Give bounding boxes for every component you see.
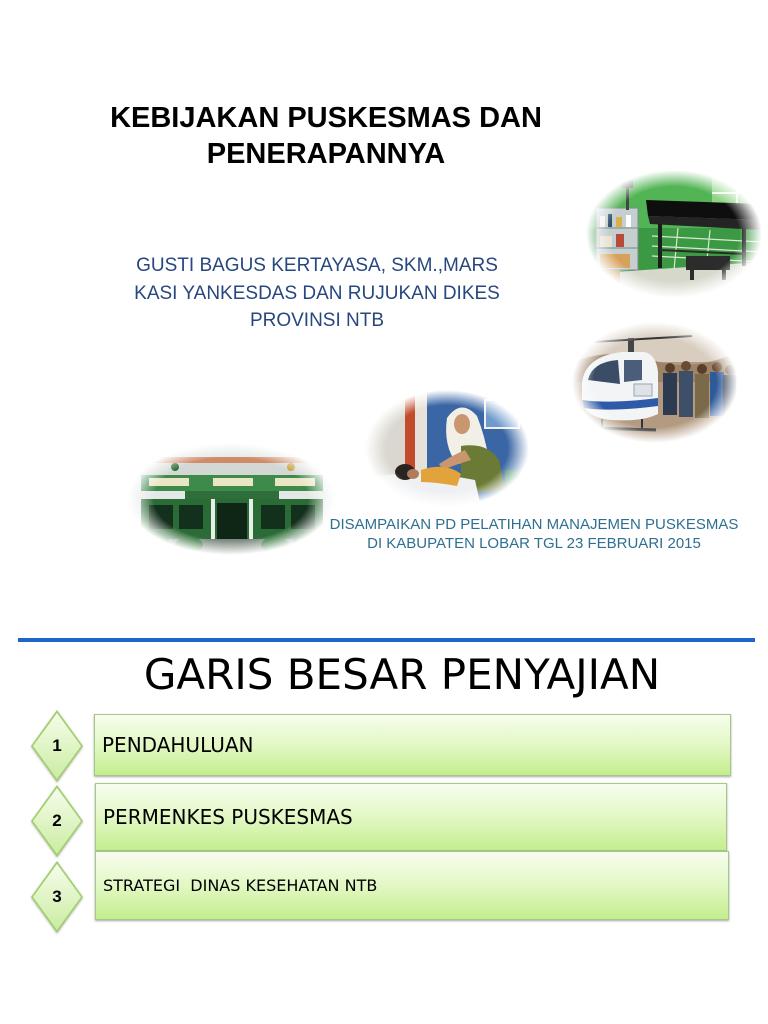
green-chair: [505, 470, 523, 500]
nurse-patient-photo: [365, 390, 529, 507]
presenter-name: GUSTI BAGUS KERTAYASA, SKM.,MARS: [136, 255, 498, 276]
outline-item-label: PERMENKES PUSKESMAS: [103, 805, 353, 829]
slide-divider: [18, 638, 755, 642]
examination-room-image: [586, 170, 762, 298]
helicopter-photo: [572, 322, 738, 443]
outline-item-pendahuluan: [94, 714, 731, 776]
people-group: [663, 361, 736, 418]
title-line-1: KEBIJAKAN PUSKESMAS DAN: [110, 102, 542, 134]
examination-room-photo: [586, 170, 762, 298]
outline-item-label: PENDAHULUAN: [102, 733, 254, 757]
item-number-diamond-2: [31, 785, 83, 857]
floor-box: [594, 270, 620, 286]
outline-item-strategi: [95, 851, 729, 920]
presentation-title: [0, 100, 652, 172]
presentation-occasion: [300, 515, 768, 553]
item-number-diamond-1: [31, 710, 83, 782]
item-number: 1: [52, 736, 62, 755]
item-number: 2: [52, 811, 62, 830]
presenter-info: [0, 252, 634, 335]
wall-picture: [485, 400, 519, 428]
helicopter-image: [572, 322, 738, 443]
presenter-province: PROVINSI NTB: [249, 310, 385, 331]
door-panel: [415, 390, 427, 480]
item-number: 3: [52, 887, 62, 906]
outline-slide: [0, 630, 768, 1024]
occasion-line-1: DISAMPAIKAN PD PELATIHAN MANAJEMEN PUSKESMAS: [329, 516, 739, 533]
title-line-2: PENERAPANNYA: [206, 138, 446, 170]
outline-heading: GARIS BESAR PENYAJIAN: [143, 650, 661, 699]
nurse-patient-image: [365, 390, 529, 507]
outline-item-label: STRATEGI DINAS KESEHATAN NTB: [103, 876, 378, 895]
item-number-diamond-3: [31, 861, 83, 933]
occasion-line-2: DI KABUPATEN LOBAR TGL 23 FEBRUARI 2015: [367, 535, 701, 552]
outline-item-permenkes: [95, 783, 727, 851]
presenter-position: KASI YANKESDAS DAN RUJUKAN DIKES: [134, 282, 500, 304]
